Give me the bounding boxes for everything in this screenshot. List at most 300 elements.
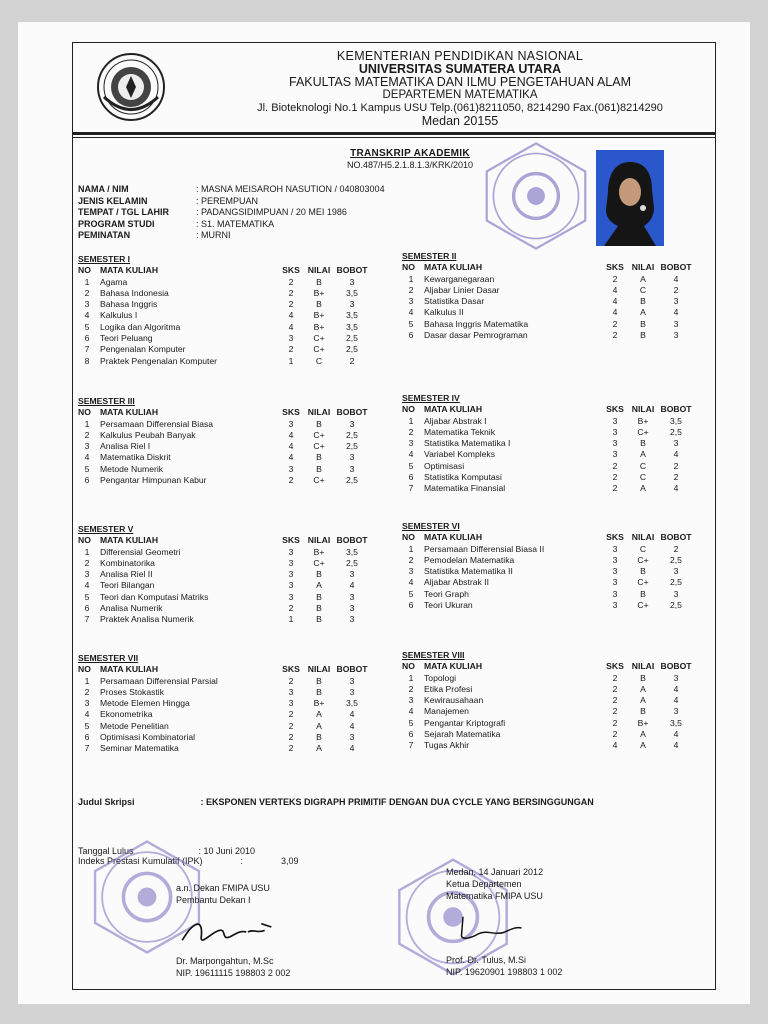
course-name: Teori Bilangan xyxy=(100,580,155,591)
semester-8-table xyxy=(402,650,694,752)
col-weight: BOBOT xyxy=(660,532,692,543)
course-credits: 2 xyxy=(288,743,294,754)
course-row xyxy=(402,706,694,717)
course-rows xyxy=(402,673,694,752)
course-credits: 2 xyxy=(288,709,294,720)
course-weight: 2,5 xyxy=(670,600,682,611)
thesis-title-row xyxy=(78,797,594,807)
course-weight: 3 xyxy=(673,330,679,341)
course-grade: A xyxy=(316,720,322,731)
semester-2-table xyxy=(402,251,694,341)
course-credits: 3 xyxy=(288,333,294,344)
course-name: Tugas Akhir xyxy=(424,740,470,751)
identity-row xyxy=(78,184,385,196)
course-row xyxy=(402,427,694,438)
course-name: Bahasa Indonesia xyxy=(100,287,169,298)
course-number: 2 xyxy=(84,429,90,440)
course-grade: C+ xyxy=(313,429,325,440)
course-weight: 3 xyxy=(349,675,355,686)
course-credits: 2 xyxy=(612,472,618,483)
identity-row xyxy=(78,207,385,219)
course-weight: 4 xyxy=(673,483,679,494)
course-number: 8 xyxy=(84,355,90,366)
col-no: NO xyxy=(78,535,91,546)
course-credits: 2 xyxy=(288,299,294,310)
course-row xyxy=(402,330,694,341)
course-row xyxy=(78,288,370,299)
course-weight: 2 xyxy=(673,460,679,471)
course-weight: 2,5 xyxy=(346,344,358,355)
course-name: Etika Profesi xyxy=(424,683,473,694)
course-credits: 3 xyxy=(288,591,294,602)
portrait-icon xyxy=(596,150,664,246)
course-number: 2 xyxy=(408,426,414,437)
left-signatory-name xyxy=(176,955,290,979)
course-number: 1 xyxy=(408,415,414,426)
course-name: Pengantar Himpunan Kabur xyxy=(100,475,207,486)
course-weight: 4 xyxy=(673,740,679,751)
course-name: Statistika Matematika I xyxy=(424,438,511,449)
identity-label: NAMA / NIM xyxy=(78,184,129,194)
course-row xyxy=(78,687,370,698)
identity-value: : MASNA MEISAROH NASUTION / 040803004 xyxy=(196,184,385,194)
course-grade: B xyxy=(640,318,646,329)
course-weight: 2 xyxy=(673,472,679,483)
col-weight: BOBOT xyxy=(336,664,368,675)
course-weight: 2,5 xyxy=(670,426,682,437)
course-grade: B xyxy=(640,296,646,307)
course-weight: 3,5 xyxy=(346,698,358,709)
course-row xyxy=(402,718,694,729)
semester-heading: SEMESTER VIII xyxy=(402,650,465,660)
course-credits: 3 xyxy=(288,569,294,580)
course-grade: C+ xyxy=(637,577,649,588)
course-credits: 2 xyxy=(612,483,618,494)
course-grade: C xyxy=(639,543,647,554)
course-number: 4 xyxy=(84,310,90,321)
col-grade: NILAI xyxy=(307,265,331,276)
course-name: Bahasa Inggris xyxy=(100,299,158,310)
course-grade: C+ xyxy=(313,333,325,344)
course-grade: C xyxy=(639,460,647,471)
course-credits: 3 xyxy=(612,449,618,460)
course-grade: B+ xyxy=(313,321,325,332)
course-number: 1 xyxy=(408,672,414,683)
identity-label: PROGRAM STUDI xyxy=(78,218,155,229)
course-name: Matematika Finansial xyxy=(424,483,506,494)
course-credits: 4 xyxy=(288,321,294,332)
course-credits: 4 xyxy=(612,284,618,295)
gpa-value: 3,09 xyxy=(281,856,299,866)
col-no: NO xyxy=(78,407,91,418)
identity-row xyxy=(78,219,385,231)
course-credits: 3 xyxy=(612,566,618,577)
course-row xyxy=(402,673,694,684)
course-credits: 2 xyxy=(612,683,618,694)
col-weight: BOBOT xyxy=(336,535,368,546)
right-signature-icon xyxy=(448,908,538,948)
course-weight: 4 xyxy=(349,720,355,731)
course-row xyxy=(78,698,370,709)
semester-6-table xyxy=(402,521,694,611)
course-weight: 3 xyxy=(673,566,679,577)
col-course: MATA KULIAH xyxy=(100,407,159,418)
course-credits: 4 xyxy=(288,452,294,463)
course-weight: 2 xyxy=(349,355,355,366)
course-name: Analisa Riel I xyxy=(100,441,151,452)
course-name: Kalkulus Peubah Banyak xyxy=(100,429,196,440)
right-signatory-name xyxy=(446,954,562,978)
course-weight: 3 xyxy=(349,732,355,743)
col-sks: SKS xyxy=(606,262,624,273)
course-weight: 3,5 xyxy=(670,415,682,426)
col-grade: NILAI xyxy=(307,535,331,546)
course-credits: 2 xyxy=(612,672,618,683)
course-row xyxy=(78,743,370,754)
letterhead-rule-thick xyxy=(72,132,716,135)
course-name: Teori Graph xyxy=(424,588,469,599)
course-number: 1 xyxy=(84,418,90,429)
course-grade: B xyxy=(640,330,646,341)
course-weight: 2 xyxy=(673,543,679,554)
course-credits: 4 xyxy=(288,310,294,321)
course-grade: A xyxy=(640,273,646,284)
course-row xyxy=(402,296,694,307)
col-sks: SKS xyxy=(606,532,624,543)
course-name: Matematika Teknik xyxy=(424,426,496,437)
course-credits: 3 xyxy=(612,543,618,554)
thesis-label: Judul Skripsi xyxy=(78,797,135,807)
course-name: Persamaan Differensial Biasa II xyxy=(424,543,545,554)
course-weight: 3 xyxy=(349,591,355,602)
course-credits: 4 xyxy=(612,296,618,307)
col-course: MATA KULIAH xyxy=(100,664,159,675)
course-row xyxy=(78,356,370,367)
course-grade: B xyxy=(316,686,322,697)
course-row xyxy=(402,274,694,285)
course-name: Logika dan Algoritma xyxy=(100,321,181,332)
course-weight: 4 xyxy=(673,683,679,694)
course-name: Metode Elemen Hingga xyxy=(100,698,190,709)
course-rows xyxy=(78,547,370,626)
course-name: Analisa Numerik xyxy=(100,603,163,614)
course-weight: 4 xyxy=(349,743,355,754)
course-name: Teori Peluang xyxy=(100,333,153,344)
course-credits: 2 xyxy=(288,475,294,486)
course-number: 6 xyxy=(84,333,90,344)
course-rows xyxy=(402,416,694,495)
course-credits: 2 xyxy=(288,732,294,743)
course-number: 5 xyxy=(408,460,414,471)
student-photo xyxy=(596,150,664,246)
course-number: 6 xyxy=(408,600,414,611)
course-name: Kombinatorika xyxy=(100,557,155,568)
course-weight: 2,5 xyxy=(670,577,682,588)
course-credits: 2 xyxy=(612,706,618,717)
course-credits: 3 xyxy=(612,554,618,565)
semester-heading: SEMESTER VI xyxy=(402,521,460,531)
course-name: Metode Numerik xyxy=(100,463,164,474)
course-weight: 4 xyxy=(673,729,679,740)
course-grade: A xyxy=(640,483,646,494)
course-weight: 3 xyxy=(349,614,355,625)
col-no: NO xyxy=(402,262,415,273)
course-number: 7 xyxy=(84,614,90,625)
course-row xyxy=(402,438,694,449)
course-row xyxy=(78,721,370,732)
course-weight: 3 xyxy=(673,588,679,599)
course-name: Analisa Riel II xyxy=(100,569,153,580)
student-identity xyxy=(78,184,385,242)
course-weight: 3 xyxy=(673,706,679,717)
semester-4-table xyxy=(402,393,694,495)
university-seal-icon xyxy=(96,52,166,122)
course-number: 7 xyxy=(84,743,90,754)
course-credits: 2 xyxy=(612,330,618,341)
course-number: 1 xyxy=(84,276,90,287)
course-weight: 4 xyxy=(349,580,355,591)
course-row xyxy=(402,600,694,611)
course-number: 6 xyxy=(84,475,90,486)
course-credits: 3 xyxy=(288,698,294,709)
course-credits: 1 xyxy=(288,614,294,625)
col-no: NO xyxy=(402,404,415,415)
course-grade: B xyxy=(316,569,322,580)
course-number: 4 xyxy=(84,580,90,591)
course-grade: A xyxy=(316,580,322,591)
course-row xyxy=(78,441,370,452)
course-grade: B xyxy=(316,452,322,463)
course-credits: 2 xyxy=(612,273,618,284)
course-name: Kewarganegaraan xyxy=(424,273,495,284)
course-number: 4 xyxy=(408,577,414,588)
semester-5-table xyxy=(78,524,370,626)
semester-heading: SEMESTER IV xyxy=(402,393,460,403)
course-grade: B xyxy=(640,566,646,577)
university-name: UNIVERSITAS SUMATERA UTARA xyxy=(358,62,562,76)
course-grade: C+ xyxy=(313,475,325,486)
course-grade: A xyxy=(640,449,646,460)
course-row xyxy=(78,333,370,344)
course-name: Persamaan Differensial Biasa xyxy=(100,418,214,429)
col-course: MATA KULIAH xyxy=(424,532,483,543)
col-grade: NILAI xyxy=(307,664,331,675)
course-rows xyxy=(402,274,694,342)
course-credits: 2 xyxy=(612,460,618,471)
course-weight: 4 xyxy=(673,307,679,318)
course-name: Topologi xyxy=(424,672,457,683)
course-credits: 4 xyxy=(612,740,618,751)
course-weight: 4 xyxy=(673,695,679,706)
course-weight: 3 xyxy=(673,672,679,683)
letterhead-rule-thin xyxy=(72,137,716,138)
course-grade: B xyxy=(640,706,646,717)
graduation-date-label: Tanggal Lulus xyxy=(78,846,134,856)
course-weight: 3 xyxy=(349,463,355,474)
col-sks: SKS xyxy=(282,407,300,418)
course-row xyxy=(402,729,694,740)
course-row xyxy=(402,307,694,318)
course-row xyxy=(402,684,694,695)
course-name: Optimisasi xyxy=(424,460,465,471)
course-weight: 2,5 xyxy=(346,557,358,568)
course-number: 5 xyxy=(408,588,414,599)
course-number: 5 xyxy=(84,591,90,602)
place-date-line: Medan, 14 Januari 2012 xyxy=(446,867,544,877)
col-weight: BOBOT xyxy=(660,262,692,273)
course-credits: 4 xyxy=(612,307,618,318)
col-course: MATA KULIAH xyxy=(424,661,483,672)
course-number: 2 xyxy=(408,683,414,694)
course-name: Pemodelan Matematika xyxy=(424,554,515,565)
course-number: 7 xyxy=(84,344,90,355)
course-name: Kalkulus II xyxy=(424,307,464,318)
course-number: 1 xyxy=(84,546,90,557)
course-credits: 4 xyxy=(288,429,294,440)
course-name: Ekonometrika xyxy=(100,709,153,720)
course-credits: 3 xyxy=(612,415,618,426)
course-credits: 2 xyxy=(612,318,618,329)
course-credits: 2 xyxy=(288,603,294,614)
course-number: 5 xyxy=(84,463,90,474)
course-name: Agama xyxy=(100,276,128,287)
course-grade: B xyxy=(316,603,322,614)
course-grade: C+ xyxy=(313,441,325,452)
course-rows xyxy=(402,544,694,612)
course-number: 6 xyxy=(408,472,414,483)
letterhead xyxy=(72,42,716,137)
course-row xyxy=(402,483,694,494)
semester-heading: SEMESTER III xyxy=(78,396,135,406)
course-number: 2 xyxy=(408,554,414,565)
course-grade: A xyxy=(316,743,322,754)
col-course: MATA KULIAH xyxy=(100,535,159,546)
course-row xyxy=(78,475,370,486)
identity-row xyxy=(78,230,385,242)
table-header xyxy=(78,265,370,276)
course-grade: C+ xyxy=(313,344,325,355)
course-grade: B+ xyxy=(313,310,325,321)
left-signatory xyxy=(176,882,270,906)
head-name: Prof. Dr. Tulus, M.Si xyxy=(446,955,527,965)
course-grade: B xyxy=(316,591,322,602)
course-name: Matematika Diskrit xyxy=(100,452,171,463)
course-row xyxy=(402,555,694,566)
course-number: 4 xyxy=(408,449,414,460)
course-row xyxy=(78,592,370,603)
course-credits: 2 xyxy=(612,729,618,740)
course-weight: 3,5 xyxy=(346,310,358,321)
course-row xyxy=(402,319,694,330)
course-number: 6 xyxy=(84,732,90,743)
identity-label: JENIS KELAMIN xyxy=(78,195,148,206)
semester-3-table xyxy=(78,396,370,486)
col-course: MATA KULIAH xyxy=(424,404,483,415)
col-grade: NILAI xyxy=(631,532,655,543)
course-number: 6 xyxy=(408,729,414,740)
course-number: 5 xyxy=(84,720,90,731)
course-name: Kalkulus I xyxy=(100,310,138,321)
col-sks: SKS xyxy=(282,265,300,276)
course-name: Aljabar Linier Dasar xyxy=(424,284,500,295)
course-credits: 3 xyxy=(288,557,294,568)
course-name: Pengantar Kriptografi xyxy=(424,717,506,728)
identity-value: : MURNI xyxy=(196,230,231,240)
course-grade: A xyxy=(640,683,646,694)
course-grade: B+ xyxy=(313,287,325,298)
course-grade: B xyxy=(316,614,322,625)
course-name: Statistika Matematika II xyxy=(424,566,513,577)
position-line: Pembantu Dekan I xyxy=(176,895,251,905)
right-signatory xyxy=(446,866,543,902)
course-grade: C xyxy=(315,355,323,366)
course-number: 3 xyxy=(408,296,414,307)
table-header xyxy=(78,535,370,546)
course-row xyxy=(402,740,694,751)
course-number: 3 xyxy=(84,441,90,452)
left-signature-icon xyxy=(178,914,278,950)
course-number: 6 xyxy=(408,330,414,341)
course-weight: 3 xyxy=(349,603,355,614)
course-credits: 2 xyxy=(288,720,294,731)
col-weight: BOBOT xyxy=(336,407,368,418)
course-row xyxy=(402,544,694,555)
identity-value: : S1. MATEMATIKA xyxy=(196,218,275,229)
col-grade: NILAI xyxy=(631,661,655,672)
course-grade: B xyxy=(316,418,322,429)
table-header xyxy=(402,532,694,543)
col-grade: NILAI xyxy=(307,407,331,418)
course-number: 4 xyxy=(408,706,414,717)
course-name: Teori Ukuran xyxy=(424,600,473,611)
course-grade: A xyxy=(640,729,646,740)
course-row xyxy=(78,310,370,321)
course-number: 6 xyxy=(84,603,90,614)
course-row xyxy=(402,577,694,588)
course-name: Teori dan Komputasi Matriks xyxy=(100,591,209,602)
semester-heading: SEMESTER VII xyxy=(78,653,139,663)
course-grade: A xyxy=(640,307,646,318)
course-number: 5 xyxy=(84,321,90,332)
course-name: Pengenalan Komputer xyxy=(100,344,186,355)
city-line: Medan 20155 xyxy=(421,114,499,128)
course-credits: 3 xyxy=(288,418,294,429)
course-credits: 4 xyxy=(288,441,294,452)
course-name: Aljabar Abstrak II xyxy=(424,577,489,588)
course-credits: 3 xyxy=(612,577,618,588)
course-name: Praktek Pengenalan Komputer xyxy=(100,355,218,366)
course-name: Dasar dasar Pemrograman xyxy=(424,330,528,341)
course-grade: B xyxy=(316,675,322,686)
course-number: 7 xyxy=(408,740,414,751)
semester-1-table xyxy=(78,254,370,367)
course-name: Aljabar Abstrak I xyxy=(424,415,487,426)
course-rows xyxy=(78,676,370,755)
semester-heading: SEMESTER V xyxy=(78,524,134,534)
course-number: 2 xyxy=(84,557,90,568)
semester-heading: SEMESTER II xyxy=(402,251,457,261)
course-row xyxy=(78,322,370,333)
course-name: Seminar Matematika xyxy=(100,743,179,754)
course-grade: A xyxy=(640,695,646,706)
course-number: 3 xyxy=(84,299,90,310)
dean-nip: NIP. 19611115 198803 2 002 xyxy=(176,968,291,978)
course-row xyxy=(78,580,370,591)
col-sks: SKS xyxy=(606,661,624,672)
department-line: Matematika FMIPA USU xyxy=(446,891,543,901)
course-rows xyxy=(78,419,370,487)
title-heading: TRANSKRIP AKADEMIK xyxy=(350,148,470,159)
